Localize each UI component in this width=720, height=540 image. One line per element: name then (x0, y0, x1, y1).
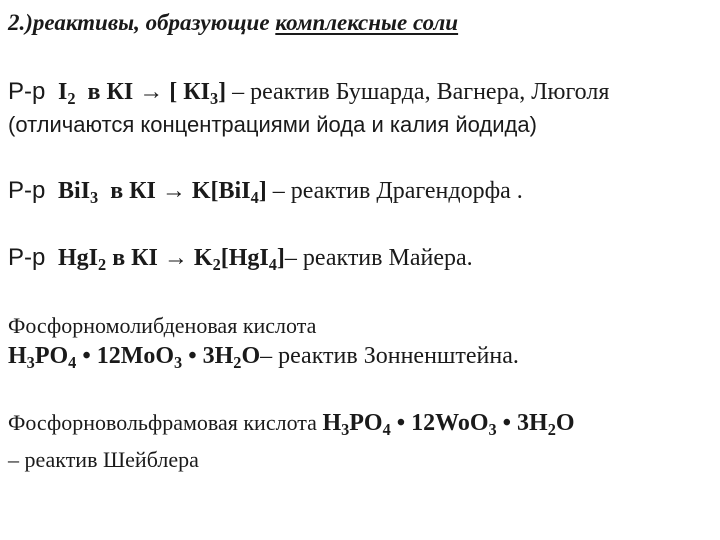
scheibler-reagent-line: Фосфорновольфрамовая кислота $H_3PO_4$ • 12WoO$_3$ • $3H_2O$ (8, 410, 575, 439)
slide-title: 2.)реактивы, образующие комплексные соли (8, 10, 459, 35)
title-underlined-text: комплексные соли (275, 10, 459, 35)
lugol-note: (отличаются концентрациями йода и калия йодида) (8, 112, 537, 137)
sonnenschein-reagent-formula: $H_3PO_4$ • 12MoO$_3$ • $3H_2O-$ реактив Зонненштейна. (8, 343, 519, 372)
scheibler-reagent-label: – реактив Шейблера (8, 447, 199, 472)
dragendorff-reagent-line: Р-р BiI$_3$ в КI → K[BiI$_4$] – реактив Драгендорфа . (8, 177, 523, 207)
mayer-reagent-line: Р-р HgI$_2$ в КI → $K_2[HgI_4]-$ реактив Майера. (8, 244, 473, 274)
lugol-reagent-line: Р-р $I_2$ в КI → [ $КI_3$] – реактив Бушарда, Вагнера, Люголя (8, 78, 610, 108)
phosphomolybdic-acid-name: Фосфорномолибденовая кислота (8, 313, 317, 338)
